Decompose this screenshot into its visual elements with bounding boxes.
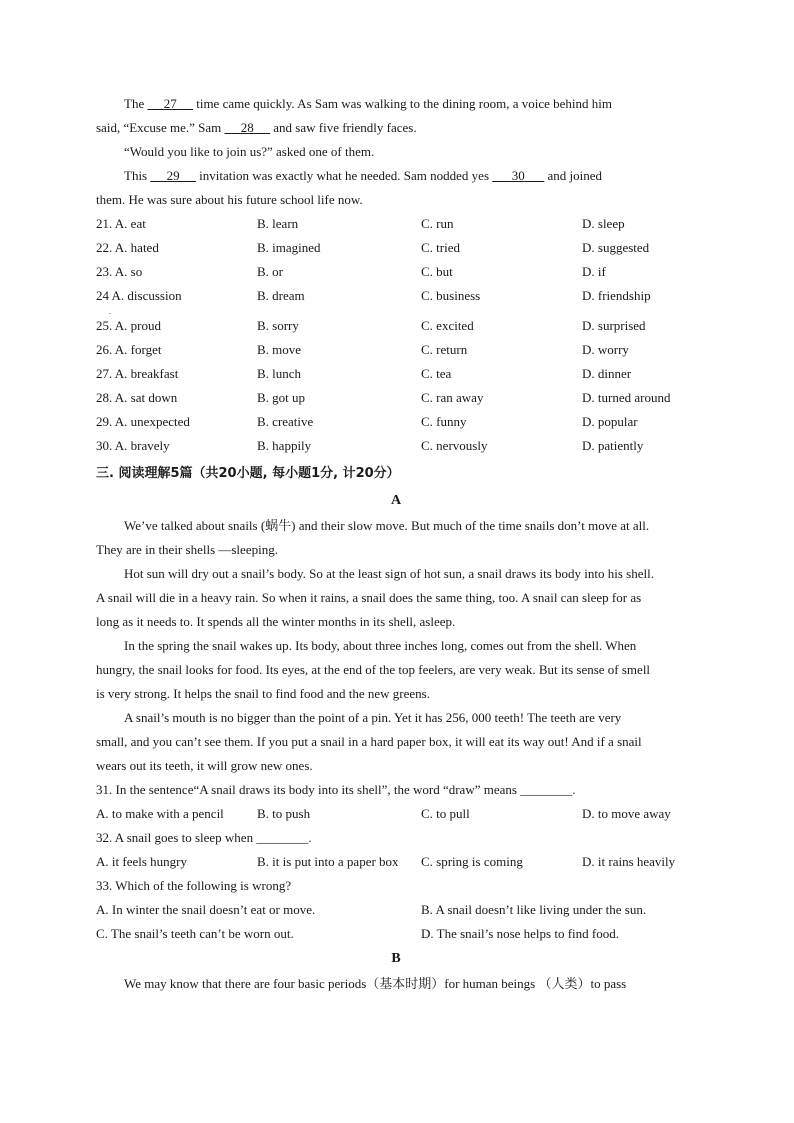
passage-line: In the spring the snail wakes up. Its body, about three inches long, comes out from the shell. When	[124, 638, 637, 653]
passage-line	[96, 164, 696, 188]
option-row-21	[96, 212, 696, 236]
passage-line: long as it needs to. It spends all the winter months in its shell, asleep.	[96, 614, 456, 629]
passage-b-label: B	[391, 951, 401, 966]
option-a: 27. A. breakfast	[96, 366, 179, 381]
option-c: C. ran away	[421, 390, 484, 405]
option-row-25	[96, 314, 696, 338]
option-b: B. it is put into a paper box	[257, 854, 399, 869]
option-a: 26. A. forget	[96, 342, 162, 357]
passage-line: small, and you can’t see them. If you put a snail in a hard paper box, it will eat its way out! And if a snail	[96, 734, 642, 749]
option-d: D. it rains heavily	[582, 854, 676, 869]
option-c: C. but	[421, 264, 453, 279]
option-a: 25. A. proud	[96, 318, 161, 333]
option-d: D. patiently	[582, 438, 644, 453]
text: said, “Excuse me.” Sam	[96, 120, 225, 135]
blank-27: 27	[163, 96, 177, 111]
option-a: 28. A. sat down	[96, 390, 178, 405]
option-a: A. to make with a pencil	[96, 806, 224, 821]
text: invitation was exactly what he needed. Sam nodded yes	[195, 168, 493, 183]
option-c: C. business	[421, 288, 481, 303]
question-32: 32. A snail goes to sleep when ________.	[96, 830, 312, 845]
option-a: 30. A. bravely	[96, 438, 170, 453]
question-31: 31. In the sentence“A snail draws its body into its shell”, the word “draw” means ________.	[96, 782, 576, 797]
passage-line: hungry, the snail looks for food. Its eyes, at the end of the top feelers, are very weak. But its sense of smell	[96, 662, 651, 677]
question-33-options-row1	[96, 898, 696, 922]
text: and joined	[544, 168, 603, 183]
option-d: D. The snail’s nose helps to find food.	[421, 926, 619, 941]
passage-line: them. He was sure about his future school life now.	[96, 192, 363, 207]
option-b: B. learn	[257, 216, 299, 231]
text: The	[124, 96, 148, 111]
option-row-24	[96, 284, 696, 316]
option-d: D. popular	[582, 414, 638, 429]
text: and saw five friendly faces.	[270, 120, 417, 135]
option-b: B. move	[257, 342, 302, 357]
exam-page	[96, 92, 696, 996]
option-a: 29. A. unexpected	[96, 414, 190, 429]
option-row-30	[96, 434, 696, 458]
question-31-options	[96, 802, 696, 826]
option-d: D. worry	[582, 342, 629, 357]
passage-line: wears out its teeth, it will grow new ones.	[96, 758, 313, 773]
option-row-23	[96, 260, 696, 284]
option-b: B. creative	[257, 414, 314, 429]
question-32-options	[96, 850, 696, 874]
stray-dot: .	[109, 307, 111, 316]
passage-line: “Would you like to join us?” asked one of them.	[124, 144, 375, 159]
passage-line: We’ve talked about snails (蜗牛) and their slow move. But much of the time snails don’t move at all.	[124, 518, 650, 533]
passage-line: A snail’s mouth is no bigger than the point of a pin. Yet it has 256, 000 teeth! The teeth are very	[124, 710, 622, 725]
option-c: C. to pull	[421, 806, 470, 821]
text: time came quickly. As Sam was walking to the dining room, a voice behind him	[192, 96, 613, 111]
option-d: D. sleep	[582, 216, 625, 231]
option-d: D. friendship	[582, 288, 651, 303]
option-c: C. run	[421, 216, 454, 231]
section-heading: 三. 阅读理解5篇（共20小题, 每小题1分, 计20分）	[96, 466, 400, 481]
option-b: B. A snail doesn’t like living under the sun.	[421, 902, 647, 917]
option-b: B. dream	[257, 288, 305, 303]
option-d: D. dinner	[582, 366, 632, 381]
option-b: B. got up	[257, 390, 306, 405]
option-row-27	[96, 362, 696, 386]
option-d: D. turned around	[582, 390, 671, 405]
option-c: C. excited	[421, 318, 474, 333]
option-a: 22. A. hated	[96, 240, 159, 255]
option-a: 23. A. so	[96, 264, 143, 279]
passage-line	[96, 116, 696, 140]
blank-30: 30	[511, 168, 525, 183]
option-d: D. to move away	[582, 806, 671, 821]
option-row-26	[96, 338, 696, 362]
passage-line	[96, 92, 696, 116]
option-c: C. tea	[421, 366, 452, 381]
option-b: B. sorry	[257, 318, 299, 333]
option-a: 21. A. eat	[96, 216, 146, 231]
passage-line: We may know that there are four basic periods（基本时期）for human beings （人类）to pass	[124, 976, 627, 991]
passage-line: They are in their shells —sleeping.	[96, 542, 278, 557]
option-d: D. if	[582, 264, 606, 279]
passage-line: A snail will die in a heavy rain. So when it rains, a snail does the same thing, too. A snail can sleep for as	[96, 590, 642, 605]
text: This	[124, 168, 151, 183]
option-d: D. suggested	[582, 240, 650, 255]
option-b: B. happily	[257, 438, 312, 453]
option-c: C. The snail’s teeth can’t be worn out.	[96, 926, 294, 941]
passage-line: is very strong. It helps the snail to find food and the new greens.	[96, 686, 430, 701]
option-c: C. spring is coming	[421, 854, 523, 869]
passage-a-label: A	[390, 493, 402, 508]
blank-28: 28	[240, 120, 254, 135]
option-b: B. to push	[257, 806, 311, 821]
question-33-options-row2	[96, 922, 696, 946]
option-a: A. In winter the snail doesn’t eat or move.	[96, 902, 316, 917]
option-a: 24 A. discussion	[96, 288, 182, 303]
option-c: C. tried	[421, 240, 460, 255]
option-row-22	[96, 236, 696, 260]
option-a: A. it feels hungry	[96, 854, 187, 869]
option-row-28	[96, 386, 696, 410]
option-c: C. nervously	[421, 438, 488, 453]
passage-line: Hot sun will dry out a snail’s body. So at the least sign of hot sun, a snail draws its body into his shell.	[124, 566, 654, 581]
option-b: B. imagined	[257, 240, 321, 255]
option-row-29	[96, 410, 696, 434]
option-b: B. lunch	[257, 366, 302, 381]
blank-29: 29	[166, 168, 180, 183]
option-b: B. or	[257, 264, 283, 279]
option-d: D. surprised	[582, 318, 646, 333]
question-33: 33. Which of the following is wrong?	[96, 878, 292, 893]
option-c: C. return	[421, 342, 468, 357]
option-c: C. funny	[421, 414, 467, 429]
